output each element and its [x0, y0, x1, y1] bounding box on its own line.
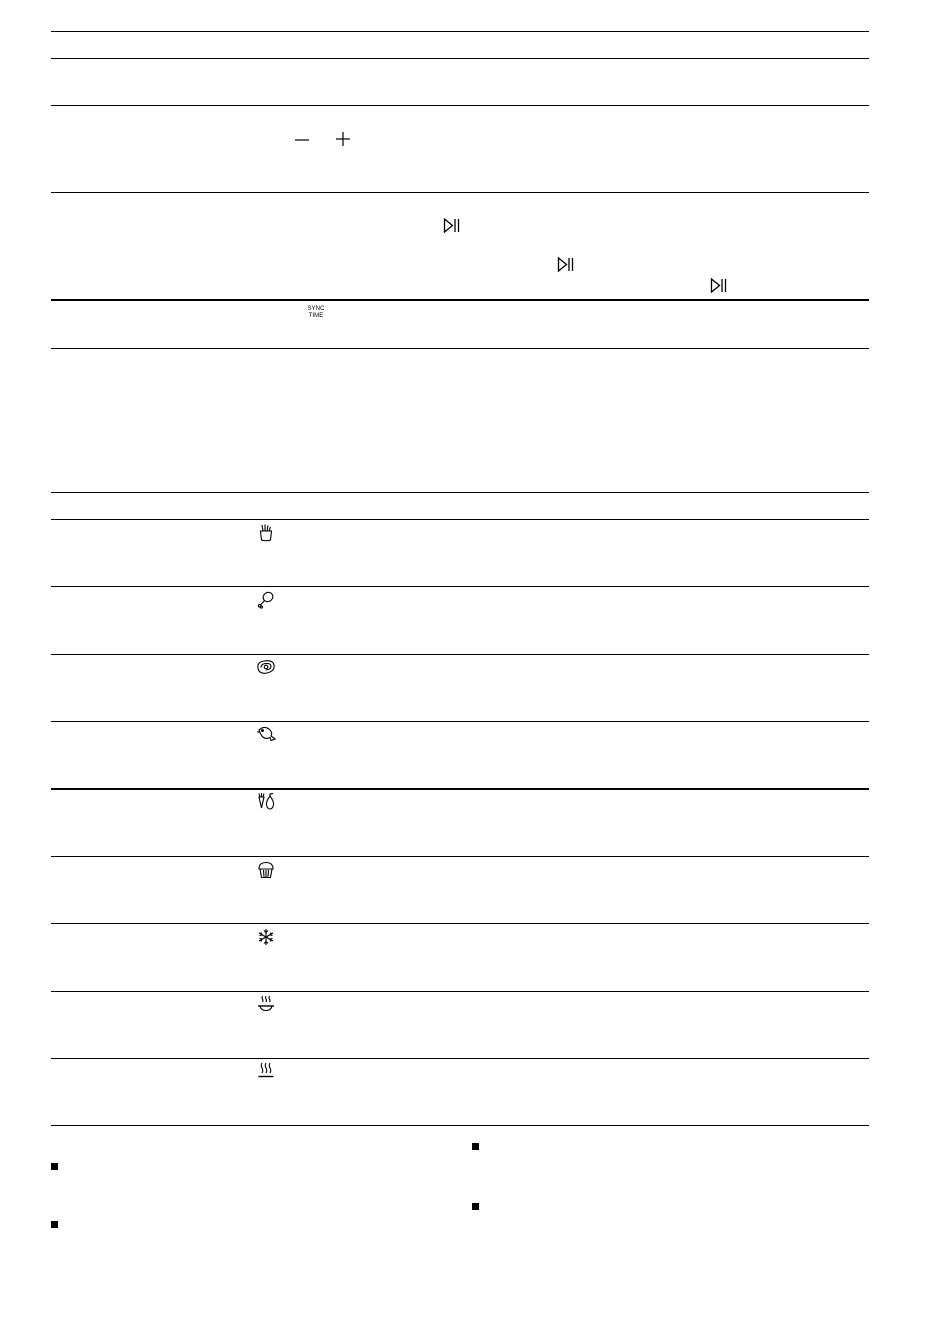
- table-rule: [51, 58, 869, 59]
- fries-icon: [257, 524, 275, 542]
- muffin-icon: [257, 861, 275, 879]
- play-pause-icon: [443, 218, 461, 233]
- play-pause-icon: [557, 257, 575, 272]
- table-rule: [51, 788, 869, 790]
- table-rule: [51, 492, 869, 493]
- square-bullet-icon: [472, 1203, 479, 1210]
- snowflake-icon: [257, 928, 275, 946]
- table-rule: [51, 348, 869, 349]
- table-rule: [51, 856, 869, 857]
- plus-icon: [335, 131, 351, 147]
- table-rule: [51, 586, 869, 587]
- minus-icon: [294, 132, 310, 148]
- table-rule: [51, 991, 869, 992]
- square-bullet-icon: [472, 1143, 479, 1150]
- vegetables-icon: [256, 792, 276, 810]
- sync-time-icon: [303, 306, 329, 320]
- table-rule: [51, 654, 869, 655]
- heat-waves-icon: [257, 1062, 275, 1080]
- keep-warm-plate-icon: [257, 995, 275, 1013]
- fish-icon: [256, 725, 276, 743]
- drumstick-icon: [257, 591, 275, 609]
- table-rule: [51, 192, 869, 193]
- steak-icon: [256, 658, 276, 676]
- table-rule: [51, 1125, 869, 1126]
- play-pause-icon: [710, 278, 728, 293]
- square-bullet-icon: [51, 1221, 58, 1228]
- table-rule: [51, 1058, 869, 1059]
- time-label: TIME: [308, 313, 324, 319]
- table-rule: [51, 519, 869, 520]
- table-rule: [51, 721, 869, 722]
- square-bullet-icon: [51, 1163, 58, 1170]
- table-rule: [51, 31, 869, 32]
- table-rule: [51, 923, 869, 924]
- table-rule: [51, 299, 869, 301]
- table-rule: [51, 105, 869, 106]
- sync-label: SYNC: [307, 306, 325, 312]
